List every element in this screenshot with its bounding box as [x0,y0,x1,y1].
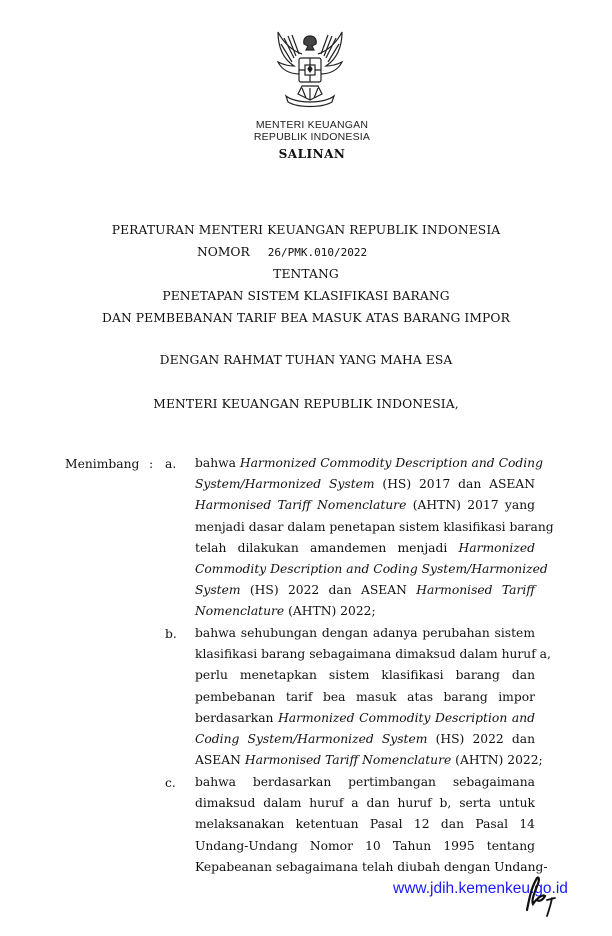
item-c-letter: c. [165,776,176,790]
item-b-line: pembebanan tarif bea masuk atas barang impor [195,689,535,704]
item-b-line: berdasarkan Harmonized Commodity Description and [195,710,535,725]
menimbang-label: Menimbang [65,457,140,471]
item-a-text [195,453,554,623]
item-a-line: telah dilakukan amandemen menjadi Harmonized [195,540,535,555]
issuer: MENTERI KEUANGAN REPUBLIK INDONESIA, [153,397,459,411]
item-c-line: melaksanakan ketentuan Pasal 12 dan Pasal 14 [195,817,535,832]
item-a-letter: a. [165,457,177,471]
item-a-line: Commodity Description and Coding System/Harmonized [195,562,548,577]
item-c-line: Kepabeanan sebagaimana telah diubah dengan Undang- [195,859,548,874]
item-a-line: Nomenclature (AHTN) 2022; [195,604,376,619]
item-b-line: ASEAN Harmonised Tariff Nomenclature (AHTN) 2022; [195,753,543,768]
subject-line-2: DAN PEMBEBANAN TARIF BEA MASUK ATAS BARANG IMPOR [102,311,510,325]
item-c-line: bahwa berdasarkan pertimbangan sebagaimana [195,775,535,789]
item-c-line: dimaksud dalam huruf a dan huruf b, serta untuk [195,796,535,811]
item-a-line: System (HS) 2022 dan ASEAN Harmonised Tariff [195,583,535,598]
regulation-number [197,245,367,259]
regulation-title: PERATURAN MENTERI KEUANGAN REPUBLIK INDONESIA [111,223,501,237]
item-a-line: System/Harmonized System (HS) 2017 dan ASEAN [195,477,535,492]
office-line-2: REPUBLIK INDONESIA [253,131,371,143]
tentang-heading: TENTANG [273,267,339,281]
item-c-line: Undang-Undang Nomor 10 Tahun 1995 tentang [195,838,535,853]
subject-line-1: PENETAPAN SISTEM KLASIFIKASI BARANG [162,289,450,303]
menimbang-colon: : [149,457,154,471]
jdih-url-link[interactable]: www.jdih.kemenkeu.go.id [393,880,568,897]
item-b-line: bahwa sehubungan dengan adanya perubahan sistem [195,626,535,640]
item-b-line: perlu menetapkan sistem klasifikasi barang dan [195,668,535,683]
item-b-line: klasifikasi barang sebagaimana dimaksud dalam huruf a, [195,647,551,662]
invocation: DENGAN RAHMAT TUHAN YANG MAHA ESA [159,353,453,367]
item-a-line: Harmonised Tariff Nomenclature (AHTN) 2017 yang [195,498,535,513]
item-b-line: Coding System/Harmonized System (HS) 2022 dan [195,732,536,747]
item-b-text [195,623,551,771]
office-line-1: MENTERI KEUANGAN [255,119,369,131]
garuda-emblem-icon [272,28,348,114]
item-a-line: menjadi dasar dalam penetapan sistem klasifikasi barang [195,519,554,534]
salinan-stamp: SALINAN [278,147,346,161]
nomor-label: NOMOR [197,245,250,259]
nomor-value: 26/PMK.010/2022 [267,246,368,259]
item-b-letter: b. [165,627,177,641]
handwritten-initials-icon [515,870,565,920]
item-a-line: bahwa Harmonized Commodity Description and Coding [195,456,543,470]
item-c-text [195,772,548,878]
